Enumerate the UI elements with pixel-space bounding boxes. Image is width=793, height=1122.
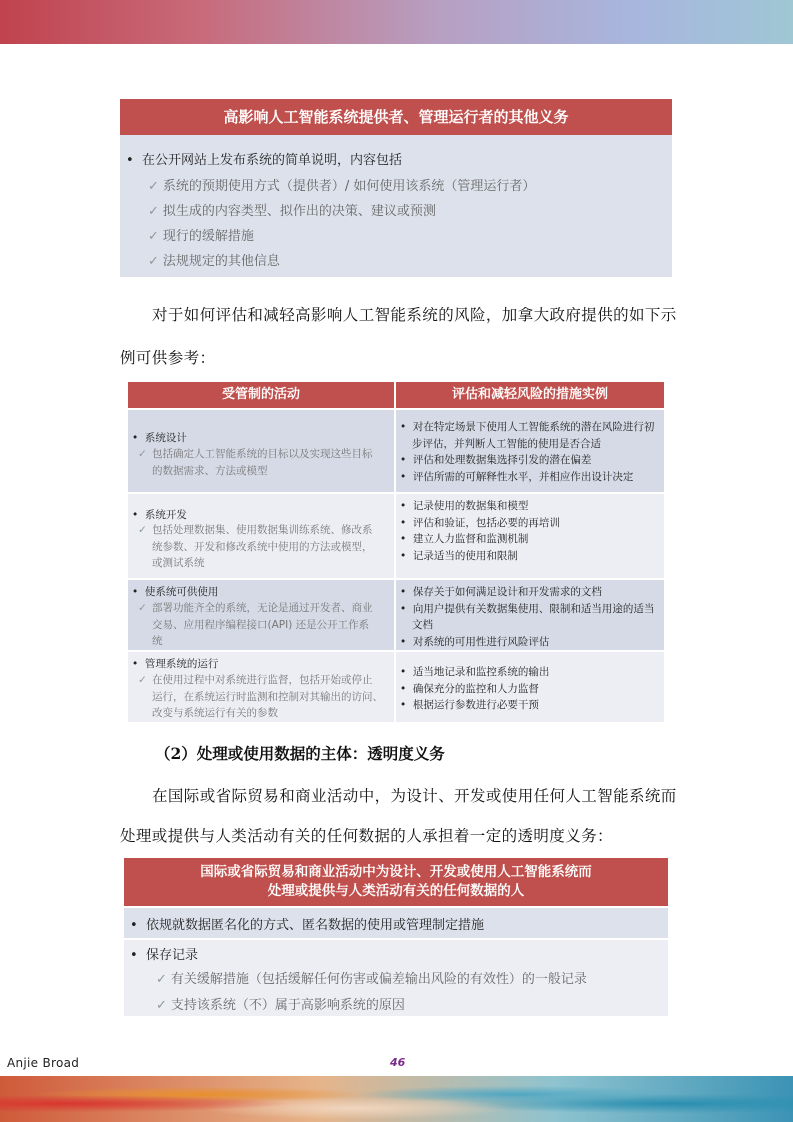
activity-cell: • 系统开发 ✓ 包括处理数据集、使用数据集训练系统、修改系 统参数、开发和修改系统中使用的方法或模型， 或测试系统 — [128, 494, 394, 578]
paragraph-line: 处理或提供与人类活动有关的任何数据的人承担着一定的透明度义务： — [120, 827, 613, 845]
section-heading: （2）处理或使用数据的主体：透明度义务 — [155, 744, 445, 763]
table-row — [128, 652, 664, 722]
check-icon: ✓ — [148, 254, 159, 269]
table-header — [128, 382, 664, 408]
check-icon: ✓ — [148, 229, 159, 244]
check-icon: ✓ — [148, 179, 159, 194]
table-row — [128, 580, 664, 650]
page-number: 46 — [390, 1056, 406, 1069]
list-item: • 依规就数据匿名化的方式、匿名数据的使用或管理制定措施 — [124, 908, 668, 938]
sub-list-item: ✓ 拟生成的内容类型、拟作出的决策、建议或预测 — [148, 204, 436, 219]
table-row — [128, 410, 664, 492]
bottom-decorative-banner — [0, 1076, 793, 1122]
check-icon: ✓ — [156, 972, 167, 987]
list-item: • 在公开网站上发布系统的简单说明，内容包括 — [126, 153, 402, 168]
paragraph-line: 对于如何评估和减轻高影响人工智能系统的风险，加拿大政府提供的如下示 — [152, 306, 677, 324]
check-icon: ✓ — [138, 524, 147, 536]
activity-cell: • 管理系统的运行 ✓ 在使用过程中对系统进行监督，包括开始或停止 运行，在系统运行时监测和控制对其输出的访问、 改变与系统运行有关的参数 — [128, 652, 394, 722]
measures-cell: • 对在特定场景下使用人工智能系统的潜在风险进行初 步评估，并判断人工智能的使用是否合适 • 评估和处理数据集选择引发的潜在偏差 • 评估所需的可解释性水平，并相应作出设计决定 — [396, 410, 664, 492]
column-header: 受管制的活动 — [128, 382, 394, 408]
obligations-box-body — [120, 135, 672, 277]
measures-cell: • 记录使用的数据集和模型 • 评估和验证，包括必要的再培训 • 建立人力监督和监测机制 • 记录适当的使用和限制 — [396, 494, 664, 578]
paragraph-line: 例可供参考： — [120, 349, 216, 367]
column-header: 评估和减轻风险的措施实例 — [396, 382, 664, 408]
transparency-box — [124, 858, 668, 1016]
measures-cell: • 保存关于如何满足设计和开发需求的文档 • 向用户提供有关数据集使用、限制和适当用途的适当 文档 • 对系统的可用性进行风险评估 — [396, 580, 664, 650]
check-icon: ✓ — [138, 448, 147, 460]
activity-cell: • 使系统可供使用 ✓ 部署功能齐全的系统，无论是通过开发者、商业 交易、应用程序编程接口(API) 还是公开工作系 统 — [128, 580, 394, 650]
sub-list-item: ✓ 法规规定的其他信息 — [148, 254, 280, 269]
list-item: • 保存记录 ✓ 有关缓解措施（包括缓解任何伤害或偏差输出风险的有效性）的一般记录 ✓ 支持该系统（不）属于高影响系统的原因 — [124, 940, 668, 1016]
risk-measures-table — [128, 382, 664, 722]
sub-list-item: ✓ 现行的缓解措施 — [148, 229, 254, 244]
measures-cell: • 适当地记录和监控系统的输出 • 确保充分的监控和人力监督 • 根据运行参数进行必要干预 — [396, 652, 664, 722]
sub-list-item: ✓ 系统的预期使用方式（提供者）/ 如何使用该系统（管理运行者） — [148, 179, 536, 194]
transparency-box-title: 国际或省际贸易和商业活动中为设计、开发或使用人工智能系统而 处理或提供与人类活动有关的任何数据的人 — [124, 858, 668, 906]
paragraph-line: 在国际或省际贸易和商业活动中，为设计、开发或使用任何人工智能系统而 — [152, 787, 677, 805]
bullet-icon: • — [130, 918, 138, 933]
brand-logo: Anjie Broad — [7, 1056, 80, 1070]
sub-list-item: ✓ 支持该系统（不）属于高影响系统的原因 — [156, 998, 405, 1013]
check-icon: ✓ — [138, 674, 147, 686]
top-decorative-banner — [0, 0, 793, 44]
obligations-box-title: 高影响人工智能系统提供者、管理运行者的其他义务 — [120, 99, 672, 135]
bullet-icon: • — [126, 153, 134, 168]
check-icon: ✓ — [138, 602, 147, 614]
bullet-icon: • — [130, 948, 138, 963]
table-row — [128, 494, 664, 578]
sub-list-item: ✓ 有关缓解措施（包括缓解任何伤害或偏差输出风险的有效性）的一般记录 — [156, 972, 587, 987]
check-icon: ✓ — [148, 204, 159, 219]
check-icon: ✓ — [156, 998, 167, 1013]
activity-cell: • 系统设计 ✓ 包括确定人工智能系统的目标以及实现这些目标 的数据需求、方法或模型 — [128, 410, 394, 492]
obligations-box — [120, 99, 672, 277]
